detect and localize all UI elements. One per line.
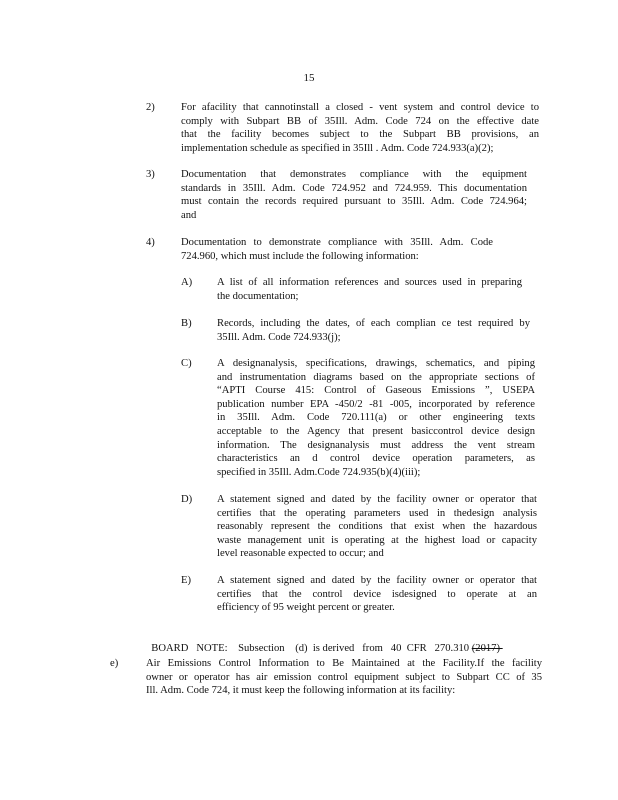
board-note-struck-text: (2017): [471, 642, 503, 654]
list-item-text: [181, 101, 539, 155]
text-line: 35Ill. Adm. Code 724.933(j);: [217, 331, 341, 343]
text-line: owner or operator has air emission control equipment subject to Subpart CC of 35: [146, 671, 542, 683]
text-line: implementation schedule as specified in 35Ill . Adm. Code 724.933(a)(2);: [181, 142, 494, 154]
text-line: A statement signed and dated by the facility owner or operator that: [217, 575, 537, 586]
subsection-e-label: e): [110, 658, 119, 669]
list-item-label: D): [181, 494, 193, 505]
board-note: [146, 628, 546, 655]
text-line: specified in 35Ill. Adm.Code 724.935(b)(4)(iii);: [217, 466, 421, 478]
text-line: For afacility that cannotinstall a closed - vent system and control device to: [181, 102, 539, 113]
text-line: A statement signed and dated by the facility owner or operator that: [217, 494, 537, 505]
list-item-text: [217, 493, 537, 561]
text-line: characteristics an d control device operation parameters, as: [217, 453, 535, 465]
list-item-label: 2): [146, 102, 155, 113]
text-line: reasonably represent the conditions that exist when the hazardous: [217, 521, 537, 533]
list-item-text: [217, 276, 522, 303]
list-item-text: [217, 357, 535, 479]
list-item-label: B): [181, 318, 192, 329]
list-item-text: [181, 168, 527, 222]
text-line: “APTI Course 415: Control of Gaseous Emissions ”, USEPA: [217, 385, 535, 397]
text-line: 724.960, which must include the following information:: [181, 250, 419, 262]
text-line: Ill. Adm. Code 724, it must keep the following information at its facility:: [146, 685, 456, 697]
text-line: A list of all information references and sources used in preparing: [217, 277, 522, 288]
board-note-text: BOARD NOTE: Subsection (d) is derived from 40 CFR 270.310: [151, 642, 472, 654]
text-line: certifies that the control device isdesigned to operate at an: [217, 588, 537, 600]
text-line: in 35Ill. Adm. Code 720.111(a) or other engineering texts: [217, 412, 535, 424]
text-line: Documentation to demonstrate compliance with 35Ill. Adm. Code: [181, 237, 493, 248]
list-item-label: A): [181, 277, 193, 288]
text-line: certifies that the operating parameters used in thedesign analysis: [217, 507, 537, 519]
text-line: A designanalysis, specifications, drawings, schematics, and piping: [217, 358, 535, 369]
text-line: Air Emissions Control Information to Be Maintained at the Facility.If the facility: [146, 658, 542, 669]
text-line: waste management unit is operating at the highest load or capacity: [217, 534, 537, 546]
text-line: comply with Subpart BB of 35Ill. Adm. Code 724 on the effective date: [181, 115, 539, 127]
text-line: Documentation that demonstrates compliance with the equipment: [181, 169, 527, 180]
list-item-text: [217, 317, 530, 344]
text-line: information. The designanalysis must address the vent stream: [217, 439, 535, 451]
list-item-label: E): [181, 575, 191, 586]
text-line: publication number EPA -450/2 -81 -005, incorporated by reference: [217, 398, 535, 410]
list-item-label: C): [181, 358, 192, 369]
text-line: the documentation;: [217, 290, 299, 302]
text-line: Records, including the dates, of each complian ce test required by: [217, 318, 530, 329]
list-item-label: 4): [146, 237, 155, 248]
text-line: that the facility becomes subject to the Subpart BB provisions, an: [181, 129, 539, 141]
page-number: 15: [303, 72, 315, 84]
text-line: level reasonable expected to occur; and: [217, 548, 384, 560]
list-item-text: [181, 236, 493, 263]
subsection-e-text: [146, 657, 542, 698]
text-line: acceptable to the Agency that present basiccontrol device design: [217, 425, 535, 437]
text-line: and instrumentation diagrams based on the appropriate sections of: [217, 371, 535, 383]
list-item-label: 3): [146, 169, 155, 180]
text-line: must contain the records required pursuant to 35Ill. Adm. Code 724.964;: [181, 196, 527, 208]
text-line: standards in 35Ill. Adm. Code 724.952 and 724.959. This documentation: [181, 182, 527, 194]
text-line: efficiency of 95 weight percent or greater.: [217, 602, 395, 614]
list-item-text: [217, 574, 537, 615]
text-line: and: [181, 209, 197, 221]
